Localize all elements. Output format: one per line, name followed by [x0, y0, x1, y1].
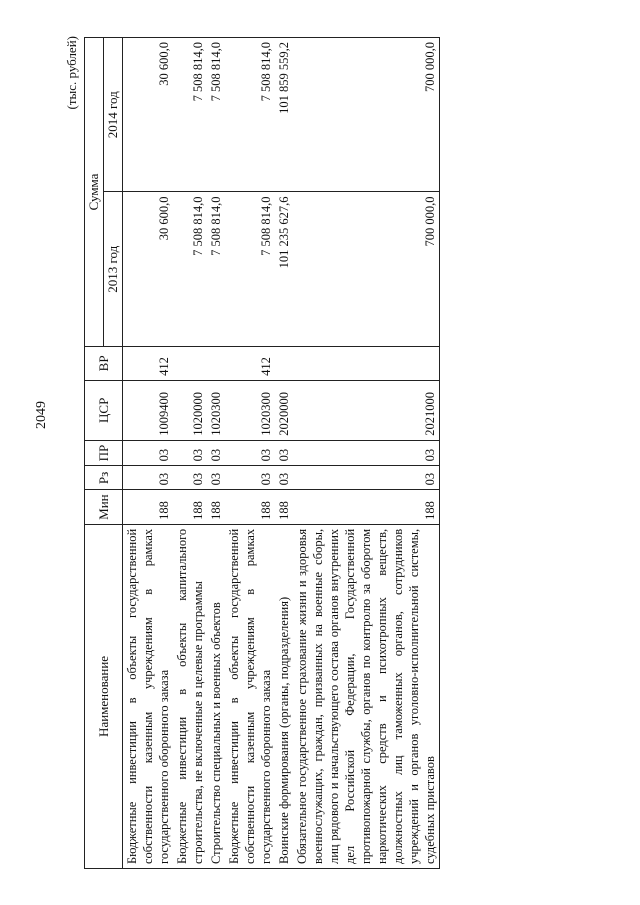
row-min: 188	[225, 490, 275, 524]
row-csr: 1020300	[207, 380, 225, 440]
row-2013: 7 508 814,0	[207, 192, 225, 346]
row-vr	[293, 346, 440, 380]
header-name: Наименование	[85, 524, 123, 868]
header-min: Мин	[85, 490, 123, 524]
row-rz: 03	[275, 466, 293, 490]
row-name: Воинские формирования (органы, подразделения)	[275, 524, 293, 868]
header-pr: ПР	[85, 440, 123, 466]
row-vr	[207, 346, 225, 380]
row-min: 188	[207, 490, 225, 524]
table-row	[173, 38, 207, 869]
table-row	[207, 38, 225, 869]
row-2014: 700 000,0	[293, 38, 440, 192]
row-vr	[173, 346, 207, 380]
row-name: Бюджетные инвестиции в объекты государственной собственности казенным учреждениям в рамках государственного оборонного заказа	[225, 524, 275, 868]
row-2014: 7 508 814,0	[225, 38, 275, 192]
table-row	[123, 38, 174, 869]
table-row	[225, 38, 275, 869]
page-number: 2049	[34, 401, 49, 429]
row-min: 188	[173, 490, 207, 524]
row-csr: 2020000	[275, 380, 293, 440]
row-name: Строительство специальных и военных объектов	[207, 524, 225, 868]
header-2014: 2014 год	[104, 38, 123, 192]
row-pr: 03	[207, 440, 225, 466]
row-rz: 03	[123, 466, 174, 490]
row-pr: 03	[293, 440, 440, 466]
header-csr: ЦСР	[85, 380, 123, 440]
header-2013: 2013 год	[104, 192, 123, 346]
row-name: Обязательное государственное страхование жизни и здоровья военнослужащих, граждан, призванных на военные сборы, лиц рядового и начальствующего состава органов внутренних дел Российской Федерации, Государственной противопожарной службы, органов по контролю за оборотом наркотических средств и психотропных веществ, должностных лиц таможенных органов, сотрудников учреждений и органов уголовно-исполнительной системы, судебных приставов	[293, 524, 440, 868]
row-min: 188	[293, 490, 440, 524]
row-rz: 03	[173, 466, 207, 490]
row-2013: 700 000,0	[293, 192, 440, 346]
row-vr: 412	[225, 346, 275, 380]
row-2013: 7 508 814,0	[225, 192, 275, 346]
row-2014: 101 859 559,2	[275, 38, 293, 192]
row-rz: 03	[293, 466, 440, 490]
row-2013: 7 508 814,0	[173, 192, 207, 346]
row-pr: 03	[225, 440, 275, 466]
table-row	[293, 38, 440, 869]
row-vr	[275, 346, 293, 380]
header-row	[85, 38, 104, 869]
budget-table	[84, 37, 440, 869]
row-csr: 1020300	[225, 380, 275, 440]
header-vr: ВР	[85, 346, 123, 380]
row-pr: 03	[123, 440, 174, 466]
row-name: Бюджетные инвестиции в объекты государственной собственности казенным учреждениям в рамках государственного оборонного заказа	[123, 524, 174, 868]
row-csr: 1020000	[173, 380, 207, 440]
row-2013: 101 235 627,6	[275, 192, 293, 346]
row-pr: 03	[173, 440, 207, 466]
row-vr: 412	[123, 346, 174, 380]
row-2014: 7 508 814,0	[207, 38, 225, 192]
table-row	[275, 38, 293, 869]
header-rz: Рз	[85, 466, 123, 490]
row-csr: 2021000	[293, 380, 440, 440]
row-2013: 30 600,0	[123, 192, 174, 346]
row-min: 188	[275, 490, 293, 524]
row-rz: 03	[225, 466, 275, 490]
units-note: (тыс. рублей)	[64, 36, 79, 110]
row-rz: 03	[207, 466, 225, 490]
row-name: Бюджетные инвестиции в объекты капитального строительства, не включенные в целевые программы	[173, 524, 207, 868]
row-2014: 30 600,0	[123, 38, 174, 192]
row-csr: 1009400	[123, 380, 174, 440]
row-pr: 03	[275, 440, 293, 466]
header-sum: Сумма	[85, 38, 104, 347]
row-2014: 7 508 814,0	[173, 38, 207, 192]
row-min: 188	[123, 490, 174, 524]
